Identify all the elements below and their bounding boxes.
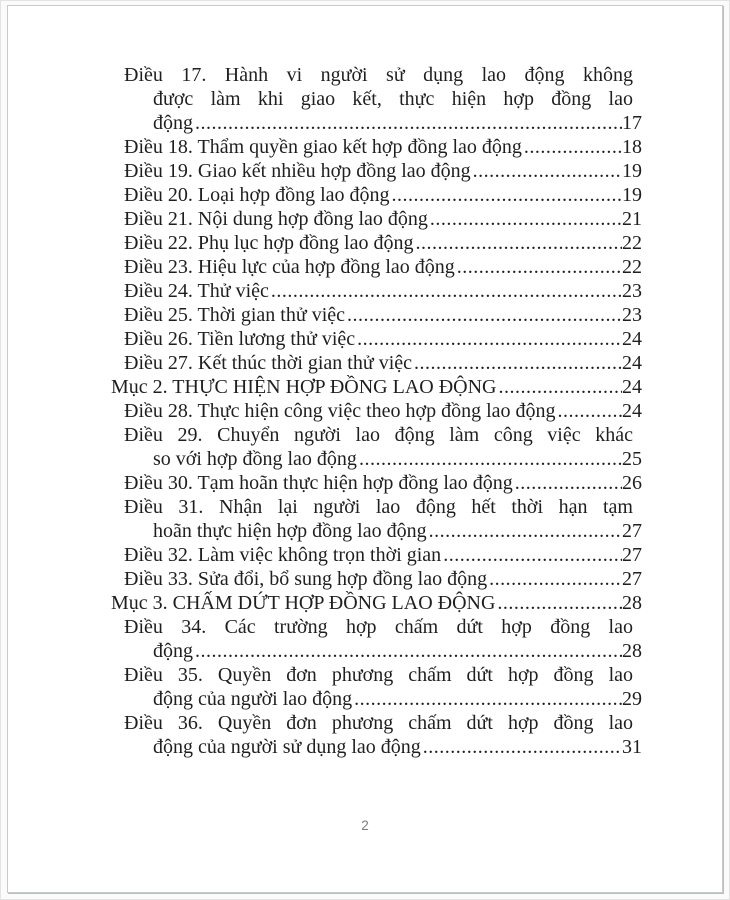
toc-article-wrap-line bbox=[111, 111, 642, 135]
toc-article-line bbox=[111, 495, 642, 519]
toc-entry-text: Điều 27. Kết thúc thời gian thử việc bbox=[124, 352, 413, 374]
toc-section-line bbox=[111, 375, 642, 399]
dot-leader bbox=[355, 327, 622, 351]
toc-article-line bbox=[111, 543, 642, 567]
toc-page-ref: 31 bbox=[622, 736, 642, 758]
toc-article-wrap-line bbox=[111, 639, 642, 663]
toc-entry-text: Điều 35. Quyền đơn phương chấm dứt hợp đồng lao bbox=[124, 664, 633, 686]
dot-leader bbox=[522, 135, 622, 159]
dot-leader bbox=[352, 687, 622, 711]
dot-leader bbox=[357, 447, 622, 471]
toc-page-ref: 24 bbox=[622, 328, 642, 350]
dot-leader bbox=[495, 591, 622, 615]
toc-article-wrap-line bbox=[111, 519, 642, 543]
toc-entry-text: động của người lao động bbox=[153, 688, 353, 710]
toc-article-line bbox=[111, 159, 642, 183]
toc-article-line bbox=[111, 231, 642, 255]
toc-page-ref: 22 bbox=[622, 256, 642, 278]
table-of-contents bbox=[111, 63, 642, 759]
toc-entry-text: được làm khi giao kết, thực hiện hợp đồng lao bbox=[153, 88, 633, 110]
toc-entry-text: Điều 23. Hiệu lực của hợp đồng lao động bbox=[124, 256, 455, 278]
dot-leader bbox=[413, 231, 622, 255]
toc-entry-text: Điều 18. Thẩm quyền giao kết hợp đồng lao động bbox=[124, 136, 522, 158]
toc-article-line bbox=[111, 327, 642, 351]
dot-leader bbox=[513, 471, 622, 495]
toc-article-line bbox=[111, 207, 642, 231]
toc-entry-text: Điều 32. Làm việc không trọn thời gian bbox=[124, 544, 442, 566]
toc-page-ref: 19 bbox=[622, 184, 642, 206]
toc-page-ref: 25 bbox=[622, 448, 642, 470]
dot-leader bbox=[441, 543, 622, 567]
toc-entry-text: Điều 31. Nhận lại người lao động hết thời hạn tạm bbox=[124, 496, 633, 518]
page-number: 2 bbox=[361, 818, 369, 833]
dot-leader bbox=[193, 639, 622, 663]
dot-leader bbox=[487, 567, 622, 591]
toc-article-line bbox=[111, 63, 642, 87]
toc-entry-text: động của người sử dụng lao động bbox=[153, 736, 421, 758]
toc-entry-text: Điều 26. Tiền lương thử việc bbox=[124, 328, 356, 350]
toc-article-wrap-line bbox=[111, 735, 642, 759]
toc-entry-text: Điều 30. Tạm hoãn thực hiện hợp đồng lao động bbox=[124, 472, 513, 494]
toc-page-ref: 19 bbox=[622, 160, 642, 182]
toc-page-ref: 24 bbox=[622, 400, 642, 422]
toc-page-ref: 28 bbox=[622, 640, 642, 662]
toc-page-ref: 26 bbox=[622, 472, 642, 494]
document-page bbox=[7, 5, 723, 893]
dot-leader bbox=[421, 735, 622, 759]
toc-page-ref: 27 bbox=[622, 568, 642, 590]
toc-entry-text: hoãn thực hiện hợp đồng lao động bbox=[153, 520, 427, 542]
toc-page-ref: 28 bbox=[622, 592, 642, 614]
toc-page-ref: 23 bbox=[622, 304, 642, 326]
toc-entry-text: Điều 21. Nội dung hợp đồng lao động bbox=[124, 208, 428, 230]
toc-article-line bbox=[111, 135, 642, 159]
dot-leader bbox=[390, 183, 622, 207]
toc-page-ref: 21 bbox=[622, 208, 642, 230]
dot-leader bbox=[471, 159, 622, 183]
toc-article-line bbox=[111, 423, 642, 447]
toc-entry-text: Điều 22. Phụ lục hợp đồng lao động bbox=[124, 232, 414, 254]
toc-article-line bbox=[111, 183, 642, 207]
toc-page-ref: 27 bbox=[622, 520, 642, 542]
toc-entry-text: Điều 36. Quyền đơn phương chấm dứt hợp đồng lao bbox=[124, 712, 633, 734]
toc-section-line bbox=[111, 591, 642, 615]
toc-entry-text: Điều 17. Hành vi người sử dụng lao động không bbox=[124, 64, 633, 86]
toc-entry-text: Điều 33. Sửa đổi, bổ sung hợp đồng lao động bbox=[124, 568, 488, 590]
toc-entry-text: Điều 28. Thực hiện công việc theo hợp đồng lao động bbox=[124, 400, 556, 422]
toc-article-line bbox=[111, 303, 642, 327]
dot-leader bbox=[556, 399, 622, 423]
toc-article-line bbox=[111, 351, 642, 375]
dot-leader bbox=[269, 279, 622, 303]
toc-article-line bbox=[111, 279, 642, 303]
toc-page-ref: 18 bbox=[622, 136, 642, 158]
toc-entry-text: so với hợp đồng lao động bbox=[153, 448, 357, 470]
toc-article-line bbox=[111, 399, 642, 423]
toc-article-line bbox=[111, 711, 642, 735]
toc-article-line bbox=[111, 663, 642, 687]
toc-entry-text: động bbox=[153, 640, 193, 662]
toc-article-wrap-line bbox=[111, 447, 642, 471]
toc-section-text: Mục 2. THỰC HIỆN HỢP ĐỒNG LAO ĐỘNG bbox=[111, 376, 497, 398]
dot-leader bbox=[497, 375, 623, 399]
toc-article-line bbox=[111, 567, 642, 591]
toc-article-line bbox=[111, 255, 642, 279]
dot-leader bbox=[428, 207, 622, 231]
dot-leader bbox=[193, 111, 622, 135]
toc-page-ref: 23 bbox=[622, 280, 642, 302]
toc-page-ref: 29 bbox=[622, 688, 642, 710]
toc-entry-text: Điều 24. Thử việc bbox=[124, 280, 269, 302]
dot-leader bbox=[455, 255, 622, 279]
toc-page-ref: 24 bbox=[622, 352, 642, 374]
toc-section-text: Mục 3. CHẤM DỨT HỢP ĐỒNG LAO ĐỘNG bbox=[111, 592, 496, 614]
toc-article-wrap-line bbox=[111, 687, 642, 711]
toc-entry-text: Điều 29. Chuyển người lao động làm công việc khác bbox=[124, 424, 633, 446]
toc-entry-text: Điều 20. Loại hợp đồng lao động bbox=[124, 184, 390, 206]
toc-entry-text: Điều 34. Các trường hợp chấm dứt hợp đồng lao bbox=[124, 616, 633, 638]
toc-page-ref: 27 bbox=[622, 544, 642, 566]
toc-page-ref: 17 bbox=[622, 112, 642, 134]
toc-page-ref: 24 bbox=[622, 376, 642, 398]
toc-entry-text: Điều 19. Giao kết nhiều hợp đồng lao động bbox=[124, 160, 471, 182]
toc-entry-text: Điều 25. Thời gian thử việc bbox=[124, 304, 346, 326]
dot-leader bbox=[412, 351, 622, 375]
toc-article-line bbox=[111, 471, 642, 495]
toc-article-wrap-line bbox=[111, 87, 642, 111]
toc-entry-text: động bbox=[153, 112, 193, 134]
toc-article-line bbox=[111, 615, 642, 639]
dot-leader bbox=[427, 519, 622, 543]
dot-leader bbox=[345, 303, 622, 327]
toc-page-ref: 22 bbox=[622, 232, 642, 254]
